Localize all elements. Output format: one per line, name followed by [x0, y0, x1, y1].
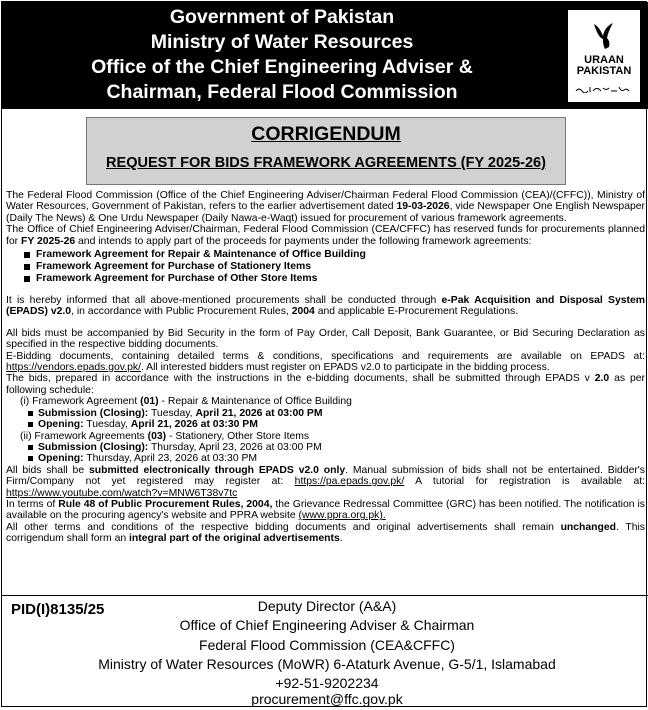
designation: Deputy Director (A&A)	[257, 598, 397, 614]
submission-date	[38, 442, 645, 453]
logo-text-pakistan: PAKISTAN	[576, 65, 632, 77]
list-item: Framework Agreement for Repair & Maintenance of Office Building	[36, 249, 645, 261]
tutorial-text: A tutorial for registration is available at:	[404, 476, 645, 488]
submission-date	[38, 408, 645, 419]
opening-date	[38, 419, 645, 430]
schedule-scope: - Repair & Maintenance of Office Building	[158, 396, 352, 408]
funds-text-2: and intends to apply part of the proceeds for payments under the following framework agreements:	[75, 235, 532, 247]
opening-label: Opening:	[38, 419, 84, 431]
address: Ministry of Water Resources (MoWR) 6-Ataturk Avenue, G-5/1, Islamabad	[98, 656, 556, 672]
phone-number: +92-51-9202234	[275, 675, 379, 691]
urdu-script-mark	[575, 85, 633, 93]
youtube-tutorial-link[interactable]: https://www.youtube.com/watch?v=MNW6T38v7tc	[6, 487, 238, 499]
list-item: Framework Agreement for Purchase of Other Store Items	[36, 273, 645, 285]
header-line-office: Office of the Chief Engineering Adviser &	[91, 56, 473, 78]
opening-date	[38, 453, 645, 464]
unchanged-note: unchanged	[560, 521, 616, 533]
electronic-submission-note: submitted electronically through EPADS v2.0 only	[88, 464, 346, 476]
funds-text: The Office of Chief Engineering Adviser/Chairman, Federal Flood Commission (CEA/CFFC) has reserved funds for procurements planned for	[6, 224, 645, 247]
submission-label: Submission (Closing):	[38, 407, 149, 419]
grc-paragraph	[6, 499, 645, 522]
bid-security-paragraph	[6, 328, 645, 351]
corrigendum-box	[86, 117, 566, 185]
epads-paragraph	[6, 295, 645, 318]
schedule-dates-03	[6, 442, 645, 465]
opening-label: Opening:	[38, 453, 84, 465]
opening-day: Thursday, April 23, 2026 at 03:30 PM	[83, 453, 258, 465]
uraan-pakistan-logo	[568, 10, 640, 102]
notice-body	[6, 190, 645, 545]
header-banner	[2, 2, 648, 109]
list-item: Framework Agreement for Purchase of Stationery Items	[36, 261, 645, 273]
intro-paragraph	[6, 190, 645, 224]
schedule-head: (ii) Framework Agreements	[20, 430, 148, 442]
advertisement	[1, 1, 647, 707]
submission-text-2: . Manual submission of bids shall not be entertained. Bidder's Firm/Company not yet registered may register at:	[6, 464, 645, 488]
epads-text: It is hereby informed that all above-mentioned procurements shall be conducted through	[6, 295, 442, 307]
ebidding-paragraph	[6, 351, 645, 374]
email-address[interactable]: procurement@ffc.gov.pk	[251, 691, 403, 707]
schedule-scope: - Stationery, Other Store Items	[166, 430, 310, 442]
header-line-government: Government of Pakistan	[169, 6, 395, 28]
corrigendum-subtitle: REQUEST FOR BIDS FRAMEWORK AGREEMENTS (FY 2025-26)	[106, 155, 546, 171]
schedule-intro-paragraph	[6, 373, 645, 396]
rules-year: 2004	[291, 306, 315, 318]
header-line-ministry: Ministry of Water Resources	[150, 31, 414, 53]
epads-system-name: e-Pak Acquisition and Disposal System (EPADS) v2.0	[6, 295, 645, 318]
schedule-dates-01	[6, 408, 645, 431]
funds-paragraph	[6, 224, 645, 247]
schedule-head: (i) Framework Agreement	[20, 396, 141, 408]
submission-text: All bids shall be	[6, 464, 89, 476]
vendors-epads-link[interactable]: https://vendors.epads.gov.pk/	[6, 362, 141, 374]
office-line-1: Office of Chief Engineering Adviser & Chairman	[179, 617, 475, 633]
epads-version: 2.0	[594, 373, 610, 385]
logo-text-uraan: URAAN	[584, 54, 624, 66]
schedule-count: (01)	[140, 396, 159, 408]
signature-block	[2, 595, 648, 709]
schedule-intro-text: The bids, prepared in accordance with the instructions in the e-bidding documents, shall be submitted through EPADS v	[6, 373, 595, 385]
rule-48-reference: Rule 48 of Public Procurement Rules, 2004,	[58, 498, 273, 510]
corrigendum-title: CORRIGENDUM	[251, 123, 401, 145]
submission-paragraph	[6, 465, 645, 499]
closing-text-2: . This corrigendum shall form an	[6, 521, 645, 545]
integral-part-note: integral part of the original advertisements	[129, 533, 340, 545]
header-line-commission: Chairman, Federal Flood Commission	[106, 81, 458, 103]
intro-text: The Federal Flood Commission (Office of the Chief Engineering Adviser/Chairman Federal Flood Commission (CEA)/(CFFC)), Ministry of Water Resources, Government of Pakistan, refers to the earlier advertisement dated	[6, 190, 645, 213]
pa-epads-link[interactable]: https://pa.epads.gov.pk/	[294, 476, 405, 488]
bid-security-text: All bids must be accompanied by Bid Security in the form of Pay Order, Call Deposit, Bank Guarantee, or Bid Securing Declaration as specified in the respective bidding documents.	[6, 327, 645, 351]
office-line-2: Federal Flood Commission (CEA&CFFC)	[199, 637, 455, 653]
opening-day: Tuesday,	[83, 419, 131, 431]
submission-day: Tuesday,	[148, 407, 196, 419]
intro-text-2: , vide Newspaper One English Newspaper (Daily The News) & One Urdu Newspaper (Daily Nawa-e-Waqt) issued for procurement of various framework agreements.	[6, 201, 645, 224]
closing-period: .	[339, 533, 343, 545]
schedule-item-01	[6, 396, 645, 407]
submission-datetime: April 21, 2026 at 03:00 PM	[195, 407, 323, 419]
submission-day: Thursday, April 23, 2026 at 03:00 PM	[148, 441, 322, 453]
closing-text: All other terms and conditions of the respective bidding documents and original advertisements shall remain	[6, 521, 561, 533]
closing-paragraph	[6, 522, 645, 545]
ppra-link[interactable]: (www.ppra.org.pk).	[298, 510, 386, 522]
advert-date: 19-03-2026	[396, 201, 450, 213]
fiscal-year: FY 2025-26	[21, 235, 76, 247]
grc-text: In terms of	[6, 498, 59, 510]
pid-number: PID(I)8135/25	[11, 601, 105, 618]
grc-text-2: the Grievance Redressal Committee (GRC) has been notified. The notification is available on the procuring agency's website and PPRA website	[6, 498, 646, 522]
ebidding-text: E-Bidding documents, containing detailed terms & conditions, specifications and requirements are available on EPADS at:	[6, 350, 645, 362]
opening-datetime: April 21, 2026 at 03:30 PM	[130, 419, 258, 431]
framework-agreement-list	[6, 249, 645, 285]
epads-text-2: , in accordance with Public Procurement Rules,	[71, 306, 292, 318]
schedule-item-03	[6, 431, 645, 442]
epads-text-3: and applicable E-Procurement Regulations.	[314, 306, 519, 318]
schedule-count: (03)	[147, 430, 167, 442]
bird-icon	[591, 21, 617, 51]
submission-label: Submission (Closing):	[38, 441, 149, 453]
ebidding-text-2: . All interested bidders must register on EPADS v2.0 to participate in the bidding process.	[140, 362, 550, 374]
schedule-intro-text-2: as per following schedule:	[6, 373, 645, 396]
